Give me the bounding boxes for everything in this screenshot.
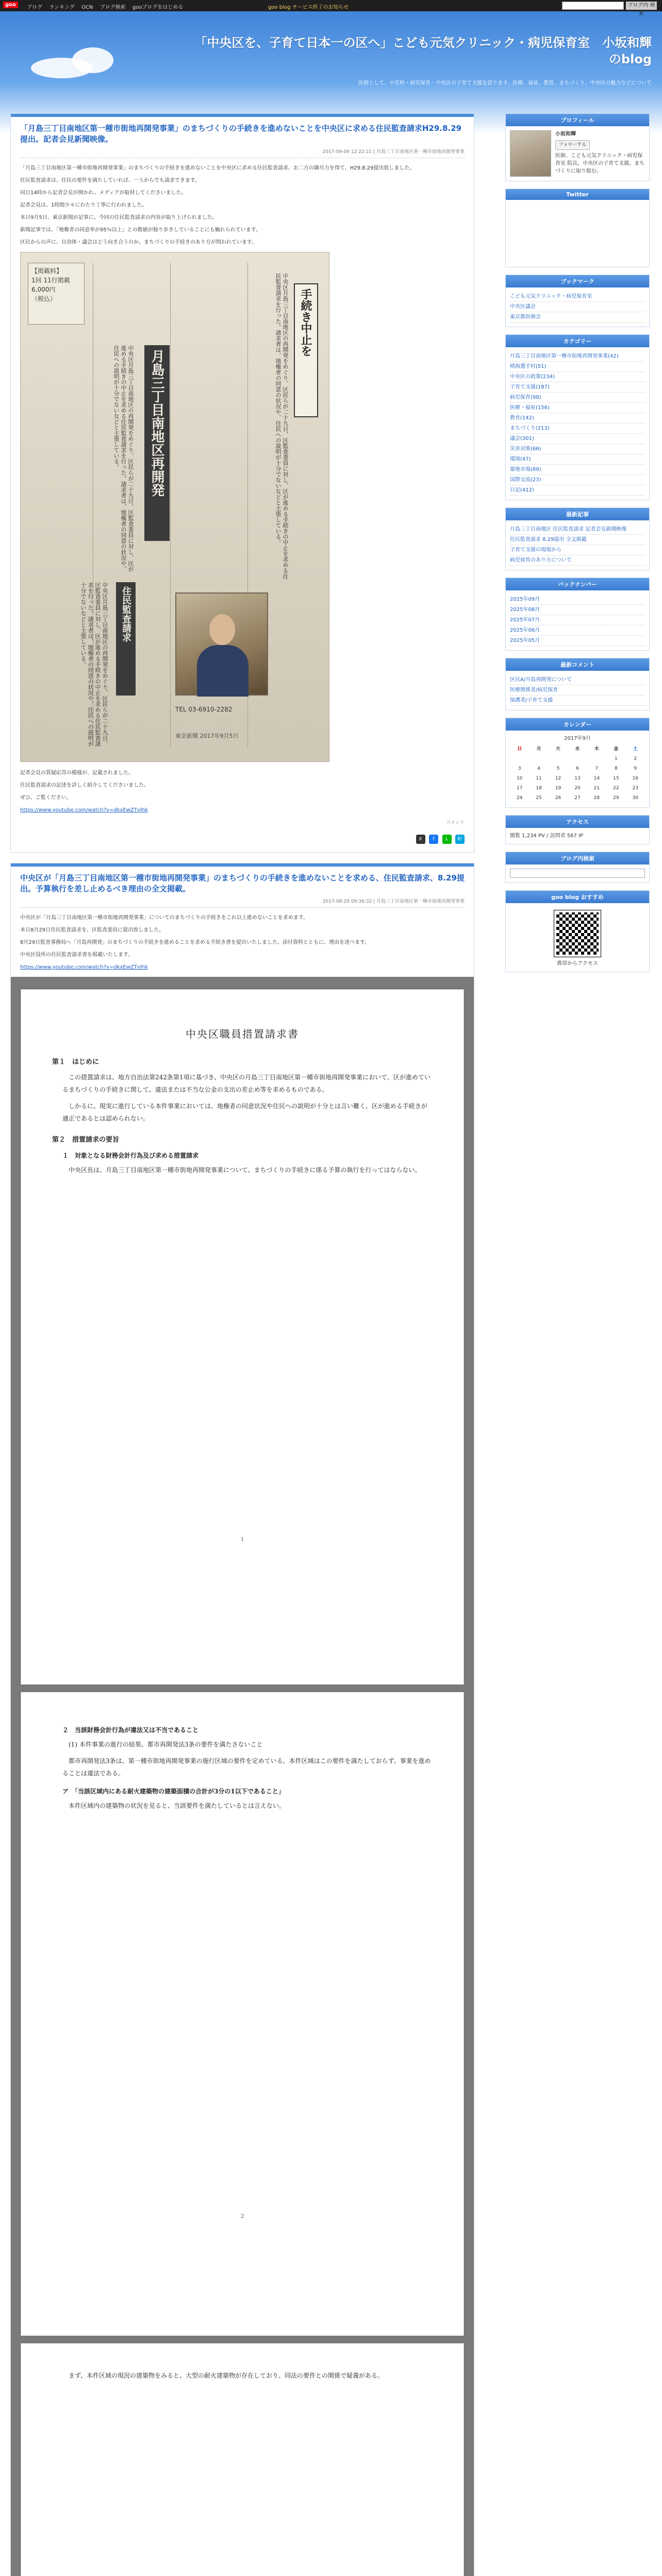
post-paragraph: 区民からの声に、自治体・議会はどう向き合うのか。まちづくりの手続きのあり方が問われています。 <box>20 240 257 245</box>
calendar-day[interactable]: 14 <box>593 776 600 781</box>
topbar-menu-start[interactable]: gooブログをはじめる <box>132 5 184 10</box>
calendar-day[interactable]: 19 <box>555 786 561 791</box>
portrait-face <box>209 614 235 645</box>
post-band <box>11 863 474 867</box>
global-topbar <box>0 0 662 16</box>
calendar-weekday: 金 <box>614 747 619 752</box>
topbar-menu <box>27 3 188 10</box>
topbar-menu-blog[interactable]: ブログ <box>27 5 42 10</box>
document-body: 都市再開発法3条は、第一種市街地再開発事業の施行区域の要件を定めている。本件区域はこの要件を満たしておらず、事業を進めることは違法である。 <box>62 1757 431 1777</box>
document-body: まず、本件区域の現況の建築物をみると、大型の耐火建築物が存在しており、同法の要件との関係で疑義がある。 <box>69 2372 384 2379</box>
widget-title: アクセス <box>506 816 649 828</box>
calendar-day <box>568 754 587 764</box>
newspaper-caption: 東京新聞 2017年9月5日 <box>175 733 239 739</box>
calendar-day[interactable]: 27 <box>574 795 581 801</box>
calendar-day[interactable]: 10 <box>516 776 523 781</box>
calendar-weekday: 火 <box>556 747 561 752</box>
calendar-table <box>510 744 645 803</box>
category-link[interactable]: 災害対策(66) <box>510 444 645 454</box>
document-body: 中央区長は、月島三丁目南地区第一種市街地再開発事業について、まちづくりの手続きに係る予算の執行を行ってはならない。 <box>69 1166 421 1174</box>
category-link[interactable]: 晴海選手村(51) <box>510 362 645 372</box>
comment-link[interactable]: 保護者/子育て支援 <box>510 696 645 706</box>
post-paragraph: 8月29日監査事務局へ「月島再開発」のまちづくりの手続きを進めることを求める手続き書を提出いたしました。添付資料とともに、理由を述べます。 <box>20 940 370 945</box>
document-body: 本件区域内の建築物の状況を見ると、当該要件を満たしているとは言えない。 <box>69 1802 286 1809</box>
backnumber-widget <box>505 578 650 651</box>
header-cloud <box>72 47 113 73</box>
calendar-day[interactable]: 30 <box>632 795 638 801</box>
newspaper-headline-third: 住民監査請求 <box>116 582 136 696</box>
calendar-day[interactable]: 18 <box>536 786 542 791</box>
x-share-icon[interactable]: X <box>416 835 425 844</box>
document-section-heading: 第１ はじめに <box>52 1058 100 1066</box>
widget-title: 最新記事 <box>506 508 649 520</box>
portrait-body <box>197 645 249 697</box>
backnumber-link[interactable]: 2025年05月 <box>510 636 645 646</box>
calendar-widget <box>505 718 650 808</box>
post-meta: 2017-09-06 12:22:21 | 月島三丁目南地区第一種市街地再開発事業 <box>20 148 465 158</box>
calendar-weekday: 月 <box>536 747 541 752</box>
post-meta: 2017-08-29 09:36:32 | 月島三丁目南地区第一種市街地再開発事業 <box>20 897 465 908</box>
category-link[interactable]: まちづくり(213) <box>510 423 645 434</box>
comment-link[interactable]: 医療関係者/病児保育 <box>510 685 645 696</box>
recent-post-link[interactable]: 月島三丁目南地区 住民監査請求 記者会見新聞映像 <box>510 524 645 535</box>
document-viewer <box>11 977 474 2576</box>
topbar-menu-search[interactable]: ブログ検索 <box>100 5 126 10</box>
post-paragraph: 住民監査請求の記述を詳しく紹介してくださいました。 <box>20 783 149 788</box>
post-paragraph: 中央区役所の住民監査請求書を掲載いたします。 <box>20 952 134 958</box>
ad-line: 1回 11行掲載 <box>31 277 70 284</box>
ad-line: 6,000円 <box>31 286 56 293</box>
post-paragraph: 記者会見は、1時間少々にわたり丁寧に行われました。 <box>20 202 147 208</box>
widget-title: ブックマーク <box>506 275 649 287</box>
qr-code-icon <box>554 910 601 957</box>
calendar-day[interactable]: 7 <box>595 766 599 771</box>
calendar-weekday: 水 <box>575 747 580 752</box>
blog-description: 医師として、小児科・病児保育・中央区の子育て支援を語ります。医療、福祉、教育、まちづくり、中央区の魅力などについて <box>358 80 652 86</box>
blog-header <box>0 11 662 104</box>
document-page-2 <box>21 1692 464 2336</box>
post-paragraph: 中央区が「月島三丁目南地区第一種市街地再開発事業」についてのまちづくりの手続きをこれ以上進めないことを求めます。 <box>20 915 308 921</box>
calendar-day <box>510 754 529 764</box>
backnumber-link[interactable]: 2025年06月 <box>510 625 645 636</box>
document-page-number: 1 <box>240 1537 244 1543</box>
document-page-1 <box>21 989 464 1685</box>
topbar-menu-ocn[interactable]: OCN <box>81 5 93 10</box>
profile-widget <box>505 113 650 181</box>
document-page-3 <box>21 2343 464 2576</box>
calendar-day[interactable]: 29 <box>613 795 619 801</box>
line-share-icon[interactable]: L <box>442 835 452 844</box>
qr-widget <box>505 890 650 972</box>
backnumber-link[interactable]: 2025年07月 <box>510 615 645 625</box>
category-link[interactable]: 議会(301) <box>510 434 645 444</box>
calendar-weekday: 日 <box>517 747 522 752</box>
facebook-share-icon[interactable]: f <box>429 835 438 844</box>
post-paragraph: 住民監査請求は、住民の要件を満たしていれば、一人からでも請求できます。 <box>20 178 201 183</box>
document-section-heading: 第２ 措置請求の要旨 <box>52 1136 120 1144</box>
newspaper-rule <box>170 263 171 747</box>
widget-title: バックナンバー <box>506 578 649 590</box>
profile-name[interactable]: 小坂和輝 <box>555 131 576 137</box>
calendar-day <box>549 754 568 764</box>
calendar-day[interactable]: 28 <box>593 795 600 801</box>
category-link[interactable]: 築地市場(89) <box>510 465 645 475</box>
bookmark-link[interactable]: 東京都医師会 <box>510 312 645 323</box>
comment-link[interactable]: 区民A/月島再開発について <box>510 675 645 685</box>
calendar-day[interactable]: 20 <box>574 786 581 791</box>
calendar-day[interactable]: 4 <box>537 766 540 771</box>
calendar-month: 2017年9月 <box>564 736 591 741</box>
category-link[interactable]: 中央区の政策(234) <box>510 372 645 382</box>
bookmark-widget <box>505 275 650 327</box>
calendar-day[interactable]: 6 <box>576 766 579 771</box>
calendar-day[interactable]: 11 <box>536 776 542 781</box>
category-link[interactable]: 国際交流(23) <box>510 475 645 485</box>
calendar-day <box>529 754 548 764</box>
ad-line: （税込） <box>31 295 57 302</box>
topbar-search-input[interactable] <box>562 2 624 10</box>
widget-title: プロフィール <box>506 114 649 126</box>
newspaper-photo[interactable] <box>20 252 329 762</box>
calendar-day[interactable]: 2 <box>634 756 637 761</box>
sidebar <box>505 113 650 979</box>
calendar-day[interactable]: 3 <box>518 766 521 771</box>
document-subheading: ２ 当該財務会計行為が違法又は不当であること <box>62 1726 199 1734</box>
newspaper-contact: TEL 03-6910-2282 <box>175 706 233 713</box>
bookmark-link[interactable]: こども元気クリニック・病児保育室 <box>510 292 645 302</box>
calendar-weekday: 木 <box>594 747 599 752</box>
widget-title: Twitter <box>506 189 649 200</box>
backnumber-link[interactable]: 2025年08月 <box>510 605 645 615</box>
newspaper-portrait-photo <box>175 592 268 696</box>
post-band <box>11 114 474 117</box>
goo-logo[interactable]: goo <box>3 2 18 8</box>
blog-post <box>10 863 474 2576</box>
category-link[interactable]: 月島三丁目南地区第一種市街地再開発事業(42) <box>510 351 645 362</box>
document-body: (1) 本件事業の進行の結果、都市再開発法3条の要件を満たさないこと <box>69 1741 263 1748</box>
document-body: この措置請求は、地方自治法第242条第1項に基づき、中央区の月島三丁目南地区第一種市街地再開発事業において、区が進めているまちづくりの手続きに関して、違法または不当な公金の支出の差止め等を求めるものである。 <box>62 1074 431 1093</box>
post-paragraph: 「月島三丁目南地区第一種市街地再開発事業」のまちづくりの手続きを進めないことを中央区に求める住民監査請求、お二方の御尽力を得て、H29.8.29提出致しました。 <box>20 165 415 171</box>
calendar-day[interactable]: 5 <box>556 766 560 771</box>
recent-post-link[interactable]: 住民監査請求 8.29提出 全文掲載 <box>510 535 645 545</box>
post-title[interactable]: 中央区が「月島三丁目南地区第一種市街地再開発事業」のまちづくりの手続きを進めないことを求める、住民監査請求、8.29提出。予算執行を差し止めるべき理由の全文掲載。 <box>20 873 465 893</box>
calendar-day[interactable]: 13 <box>574 776 581 781</box>
newspaper-body-text: 中央区月島三丁目南地区の再開発をめぐり、区民らが二十九日、区監査委員に対し、区が進める手続きの中止を求める住民監査請求を行った。請求者は、地権者の同意の状況や、住民への説明が十分でないなどと主張している。 <box>275 273 289 579</box>
newspaper-ad-box <box>28 263 85 325</box>
newspaper-body-text: 中央区月島三丁目南地区の再開発をめぐり、区民らが二十九日、区監査委員に対し、区が進める手続きの中止を求める住民監査請求を行った。請求者は、地権者の同意の状況や、住民への説明が十分でないなどと主張している。 <box>113 345 134 572</box>
category-link[interactable]: 医療・福祉(156) <box>510 403 645 413</box>
comments-widget <box>505 658 650 710</box>
calendar-day[interactable]: 25 <box>536 795 542 801</box>
post-paragraph: 同日14時から記者会見が開かれ、メディアが取材してくださいました。 <box>20 190 187 196</box>
document-subheading: １ 対象となる財務会計行為及び求める措置請求 <box>62 1152 199 1159</box>
post-paragraph: 本日9月5日、東京新聞が記事に。今回の住民監査請求の内容が取り上げられました。 <box>20 215 218 221</box>
calendar-day[interactable]: 9 <box>634 766 637 771</box>
post-paragraph: 記者会見の質疑応答の模様が、記載されました。 <box>20 770 134 776</box>
profile-text: 医師。こども元気クリニック・病児保育室 院長。中央区の子育て支援、まちづくりに取り組む。 <box>555 153 645 174</box>
calendar-weekday: 土 <box>633 747 638 752</box>
access-text: 閲覧 1,234 PV / 訪問者 567 IP <box>510 833 584 839</box>
newspaper-headline: 月島三丁目南地区再開発 <box>144 345 170 541</box>
bookmark-link[interactable]: 中央区議会 <box>510 302 645 312</box>
recent-post-link[interactable]: 病児保育のあり方について <box>510 555 645 566</box>
widget-title: 最新コメント <box>506 658 649 671</box>
calendar-day[interactable]: 8 <box>614 766 618 771</box>
recent-posts-widget <box>505 507 650 570</box>
category-widget <box>505 334 650 500</box>
post-title[interactable]: 「月島三丁目南地区第一種市街地再開発事業」のまちづくりの手続きを進めないことを中央区に求める住民監査請求H29.8.29提出。記者会見新聞映像。 <box>20 124 461 144</box>
calendar-day[interactable]: 22 <box>613 786 619 791</box>
calendar-day <box>587 754 606 764</box>
calendar-day[interactable]: 23 <box>632 786 638 791</box>
calendar-day[interactable]: 15 <box>613 776 619 781</box>
share-bar <box>20 835 465 844</box>
category-link[interactable]: 病児保育(98) <box>510 393 645 403</box>
widget-title: goo blog おすすめ <box>506 891 649 903</box>
follow-button[interactable]: フォローする <box>555 140 590 150</box>
category-link[interactable]: 教育(142) <box>510 413 645 423</box>
blog-search-input[interactable] <box>510 869 645 878</box>
calendar-day[interactable]: 12 <box>555 776 561 781</box>
category-link[interactable]: 日記(412) <box>510 485 645 496</box>
topbar-menu-ranking[interactable]: ランキング <box>49 5 75 10</box>
ad-line: 【掲載料】 <box>31 267 63 275</box>
hatena-share-icon[interactable]: B! <box>455 835 465 844</box>
newspaper-body-text: 中央区月島三丁目南地区の再開発をめぐり、区民らが二十九日、区監査委員に対し、区が進める手続きの中止を求める住民監査請求を行った。請求者は、地権者の同意の状況や、住民への説明が十分でないなどと主張している。 <box>80 582 108 747</box>
topbar-search-button[interactable]: ブログ内 検索 <box>626 2 657 10</box>
document-body: しかるに、現実に進行している本件事業においては、地権者の同意状況や住民への説明が十分とは言い難く、区が進める手続きが適正であるとは認められない。 <box>62 1103 427 1122</box>
recent-post-link[interactable]: 子育て支援の現場から <box>510 545 645 555</box>
calendar-day[interactable]: 21 <box>593 786 600 791</box>
calendar-day[interactable]: 17 <box>516 786 523 791</box>
post-paragraph: 本日8月29日住民監査請求を、区監査委員に提出致しました。 <box>20 927 164 933</box>
document-subheading: ア 「当該区域内にある耐火建築物の建築面積の合計が3分の1以下であること」 <box>62 1788 285 1795</box>
youtube-link[interactable]: https://www.youtube.com/watch?v=dkxEwZTvIhk <box>20 964 148 970</box>
calendar-day[interactable]: 1 <box>614 756 618 761</box>
qr-caption: 携帯からアクセス <box>557 960 598 967</box>
avatar <box>510 130 551 177</box>
document-title: 中央区職員措置請求書 <box>186 1028 299 1040</box>
access-widget <box>505 815 650 844</box>
search-widget <box>505 852 650 883</box>
post-paragraph: ぜひ、ご覧ください。 <box>20 795 72 801</box>
blog-post <box>10 113 474 853</box>
service-notice-link[interactable]: goo blog サービス終了のお知らせ <box>268 5 349 10</box>
calendar-day[interactable]: 26 <box>555 795 561 801</box>
post-comment-link[interactable]: コメント <box>445 820 465 825</box>
widget-title: カレンダー <box>506 718 649 731</box>
backnumber-link[interactable]: 2025年09月 <box>510 595 645 605</box>
widget-title: カテゴリー <box>506 335 649 347</box>
widget-title: ブログ内検索 <box>506 852 649 865</box>
post-paragraph: 新聞記事では、「地権者の同意率が95％以上」との数値が独り歩きしていることにも触れられています。 <box>20 227 261 233</box>
category-link[interactable]: 子育て支援(187) <box>510 382 645 393</box>
main-column <box>10 113 474 2576</box>
calendar-day[interactable]: 24 <box>516 795 523 801</box>
youtube-link[interactable]: https://www.youtube.com/watch?v=dkxEwZTvIhk <box>20 807 148 813</box>
blog-title[interactable]: 「中央区を、子育て日本一の区へ」こども元気クリニック・病児保育室 小坂和輝のblog <box>194 36 652 66</box>
twitter-widget <box>505 189 650 267</box>
document-page-number: 2 <box>240 2214 244 2219</box>
calendar-day[interactable]: 16 <box>632 776 638 781</box>
newspaper-subheadline: 手続き中止を <box>294 283 318 417</box>
category-link[interactable]: 環境(47) <box>510 454 645 465</box>
